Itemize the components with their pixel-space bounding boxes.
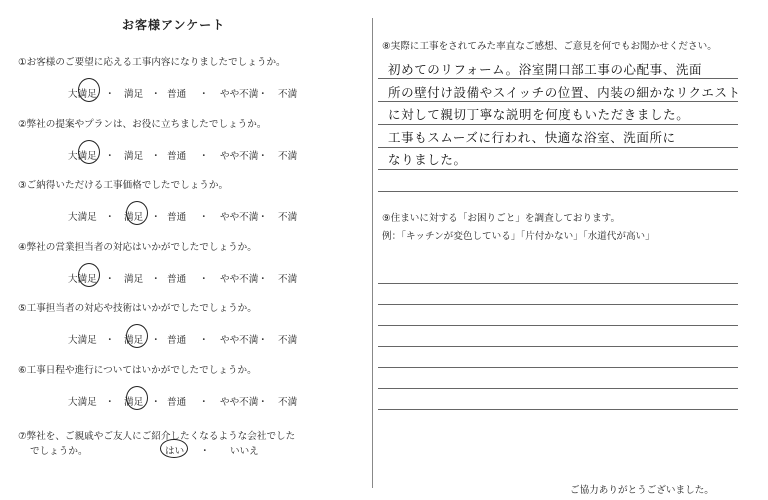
- question-4-answer-circle: [78, 263, 100, 287]
- question-3-answer-circle: [126, 201, 148, 225]
- q9-example: 例：「キッチンが変色している」「片付かない」「水道代が高い」: [382, 231, 655, 242]
- q9-ruled-line: [378, 325, 738, 326]
- question-1-text: ①お客様のご要望に応える工事内容になりましたでしょうか。: [18, 57, 286, 68]
- question-5-option-2[interactable]: 満足: [124, 335, 144, 346]
- question-3-option-5[interactable]: 不満: [278, 212, 298, 223]
- q8-ruled-line: [378, 124, 738, 125]
- question-5-text: ⑤工事担当者の対応や技術はいかがでしたでしょうか。: [18, 303, 257, 314]
- question-1-option-1[interactable]: 大満足: [68, 89, 97, 100]
- question-3-option-2[interactable]: 満足: [124, 212, 144, 223]
- question-6-option-2[interactable]: 満足: [124, 396, 144, 408]
- option-separator: ・: [105, 396, 115, 408]
- option-separator: ・: [199, 212, 209, 223]
- option-separator: ・: [199, 396, 209, 408]
- option-separator: ・: [258, 89, 268, 100]
- option-separator: ・: [199, 150, 209, 162]
- q8-ruled-line: [378, 147, 738, 148]
- page-title: お客様アンケート: [122, 18, 226, 32]
- question-1-option-2[interactable]: 満足: [124, 89, 144, 100]
- question-4-option-1[interactable]: 大満足: [68, 273, 97, 285]
- option-separator: ・: [151, 335, 161, 346]
- question-1-option-5[interactable]: 不満: [278, 89, 298, 100]
- option-separator: ・: [258, 150, 268, 162]
- question-3-option-1[interactable]: 大満足: [68, 212, 97, 223]
- option-separator: ・: [199, 89, 209, 100]
- question-3-option-4[interactable]: やや不満: [220, 212, 259, 223]
- column-divider: [372, 18, 373, 488]
- question-2-option-1[interactable]: 大満足: [68, 150, 97, 162]
- thank-you-text: ご協力ありがとうございました。: [570, 485, 714, 496]
- q8-handwritten-line: 初めてのリフォーム。浴室開口部工事の心配事、洗面: [388, 62, 703, 77]
- q7-separator: ・: [200, 446, 210, 457]
- question-6-option-3[interactable]: 普通: [167, 396, 187, 408]
- question-2-option-5[interactable]: 不満: [278, 150, 298, 162]
- question-4-option-3[interactable]: 普通: [167, 273, 187, 285]
- question-4-text: ④弊社の営業担当者の対応はいかがでしたでしょうか。: [18, 241, 257, 253]
- q9-ruled-line: [378, 388, 738, 389]
- question-6-text: ⑥工事日程や進行についてはいかがでしたでしょうか。: [18, 364, 257, 376]
- option-separator: ・: [151, 273, 161, 285]
- q8-handwritten-line: 所の壁付け設備やスイッチの位置、内装の細かなリクエスト: [388, 84, 741, 100]
- question-4-option-5[interactable]: 不満: [278, 273, 298, 285]
- q8-handwritten-line: に対して親切丁寧な説明を何度もいただきました。: [388, 107, 690, 122]
- question-3-text: ③ご納得いただける工事価格でしたでしょうか。: [18, 180, 229, 191]
- option-separator: ・: [105, 212, 115, 223]
- q8-handwritten-line: なりました。: [388, 152, 467, 167]
- q8-handwritten-line: 工事もスムーズに行われ、快適な浴室、洗面所に: [388, 129, 676, 145]
- option-separator: ・: [105, 273, 115, 285]
- question-1-option-4[interactable]: やや不満: [220, 89, 259, 100]
- q7-text-line1: ⑦弊社を、ご親戚やご友人にご紹介したくなるような会社でした: [18, 431, 296, 442]
- question-5-option-4[interactable]: やや不満: [220, 335, 259, 346]
- q7-no-option[interactable]: いいえ: [230, 446, 259, 457]
- q7-answer-circle: [160, 439, 188, 458]
- q7-yes-option[interactable]: はい: [165, 446, 185, 457]
- q8-ruled-line: [378, 191, 738, 192]
- option-separator: ・: [105, 150, 115, 162]
- option-separator: ・: [151, 396, 161, 408]
- question-1-answer-circle: [78, 78, 100, 102]
- q9-question: ⑨住まいに対する「お困りごと」を調査しております。: [382, 213, 621, 224]
- q9-ruled-line: [378, 346, 738, 347]
- q8-ruled-line: [378, 78, 738, 79]
- question-6-option-4[interactable]: やや不満: [220, 396, 259, 408]
- question-5-answer-circle: [126, 324, 148, 348]
- option-separator: ・: [258, 335, 268, 346]
- option-separator: ・: [105, 89, 115, 100]
- question-5-option-3[interactable]: 普通: [167, 335, 187, 346]
- question-4-option-4[interactable]: やや不満: [220, 273, 259, 285]
- q9-ruled-line: [378, 304, 738, 305]
- question-2-option-3[interactable]: 普通: [167, 150, 187, 162]
- option-separator: ・: [258, 273, 268, 285]
- q9-ruled-line: [378, 367, 738, 368]
- option-separator: ・: [199, 335, 209, 346]
- question-2-answer-circle: [78, 140, 100, 164]
- option-separator: ・: [105, 335, 115, 346]
- option-separator: ・: [151, 89, 161, 100]
- question-2-option-4[interactable]: やや不満: [220, 150, 259, 162]
- q8-ruled-line: [378, 169, 738, 170]
- question-5-option-1[interactable]: 大満足: [68, 335, 97, 346]
- option-separator: ・: [199, 273, 209, 285]
- question-6-option-5[interactable]: 不満: [278, 396, 298, 408]
- q7-text-line2: でしょうか。: [30, 446, 88, 457]
- option-separator: ・: [151, 150, 161, 162]
- question-6-option-1[interactable]: 大満足: [68, 396, 97, 408]
- q9-ruled-line: [378, 283, 738, 284]
- q8-ruled-line: [378, 101, 738, 102]
- q8-question: ⑧実際に工事をされてみた率直なご感想、ご意見を何でもお聞かせください。: [382, 41, 717, 52]
- question-2-option-2[interactable]: 満足: [124, 150, 144, 162]
- q9-ruled-line: [378, 409, 738, 410]
- question-2-text: ②弊社の提案やプランは、お役に立ちましたでしょうか。: [18, 118, 267, 130]
- option-separator: ・: [258, 396, 268, 408]
- option-separator: ・: [258, 212, 268, 223]
- question-6-answer-circle: [126, 386, 148, 410]
- question-5-option-5[interactable]: 不満: [278, 335, 298, 346]
- question-1-option-3[interactable]: 普通: [167, 89, 187, 100]
- option-separator: ・: [151, 212, 161, 223]
- question-4-option-2[interactable]: 満足: [124, 273, 144, 285]
- question-3-option-3[interactable]: 普通: [167, 212, 187, 223]
